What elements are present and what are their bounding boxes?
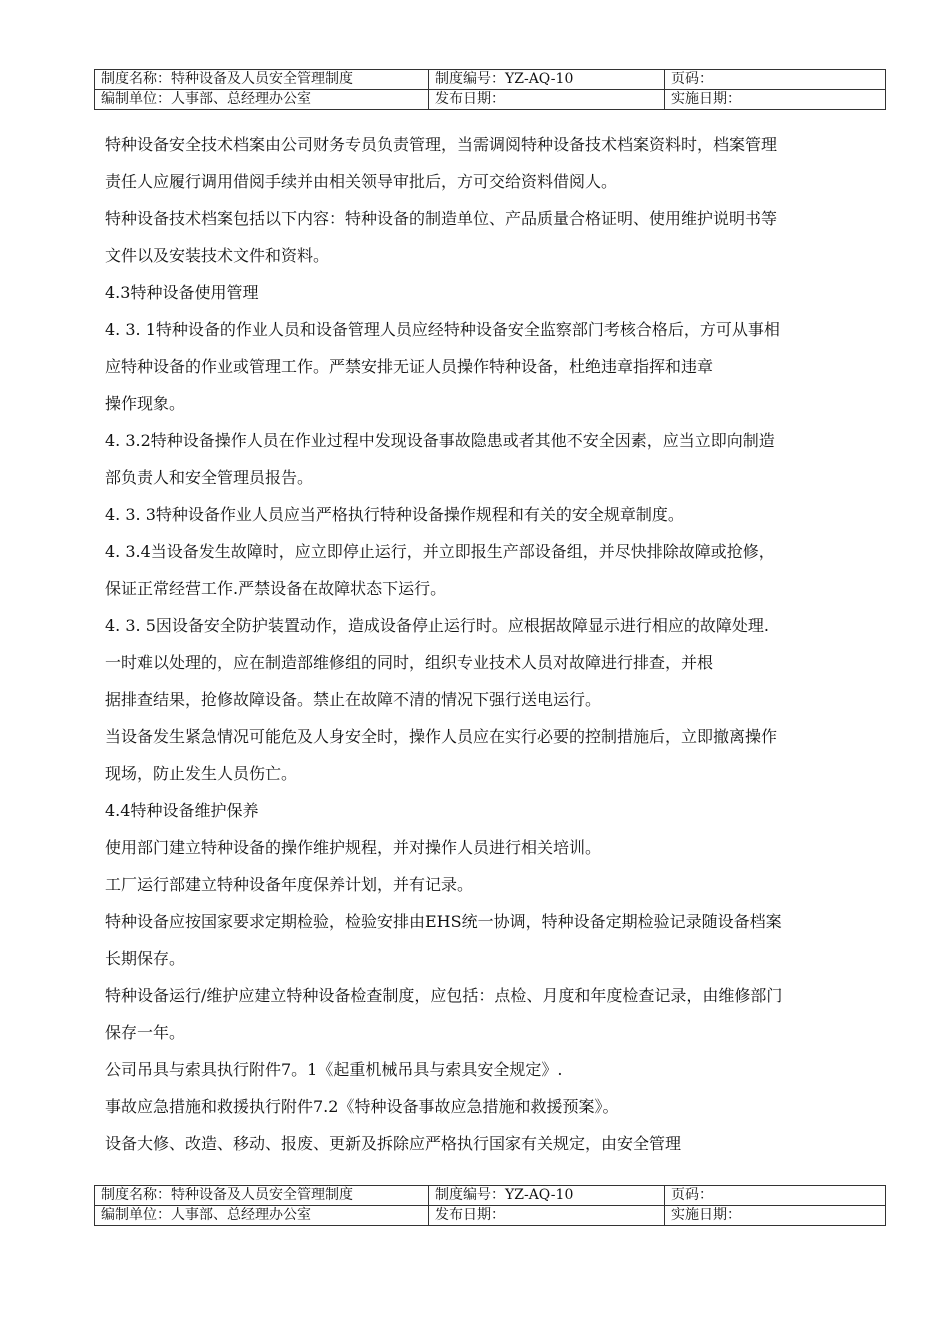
paragraph (105, 607, 885, 718)
paragraph (105, 718, 885, 792)
paragraph-line: 责任人应履行调用借阅手续并由相关领导审批后，方可交给资料借阅人。 (105, 172, 618, 191)
paragraph-line: 据排查结果，抢修故障设备。禁止在故障不清的情况下强行送电运行。 (105, 690, 602, 709)
effective-date-cell: 实施日期： (665, 90, 886, 110)
paragraph-line: 长期保存。 (105, 949, 186, 968)
publish-date-cell: 发布日期： (429, 1206, 665, 1226)
paragraph (105, 792, 885, 829)
compiling-unit-cell: 编制单位：人事部、总经理办公室 (95, 1206, 429, 1226)
paragraph (105, 200, 885, 274)
paragraph-line: 保证正常经营工作.严禁设备在故障状态下运行。 (105, 579, 447, 598)
paragraph-line: 特种设备运行/维护应建立特种设备检查制度，应包括：点检、月度和年度检查记录，由维修部门 (105, 986, 783, 1005)
paragraph-line: 使用部门建立特种设备的操作维护规程，并对操作人员进行相关培训。 (105, 838, 602, 857)
document-body (105, 126, 885, 1162)
regulation-name-cell: 制度名称：特种设备及人员安全管理制度 (95, 70, 429, 90)
paragraph-line: 部负责人和安全管理员报告。 (105, 468, 314, 487)
paragraph (105, 496, 885, 533)
paragraph-line: 当设备发生紧急情况可能危及人身安全时，操作人员应在实行必要的控制措施后，立即撤离操作 (105, 727, 778, 746)
paragraph-line: 文件以及安装技术文件和资料。 (105, 246, 330, 265)
paragraph (105, 903, 885, 977)
paragraph (105, 977, 885, 1051)
paragraph-line: 特种设备技术档案包括以下内容：特种设备的制造单位、产品质量合格证明、使用维护说明书等 (105, 209, 778, 228)
paragraph (105, 1125, 885, 1162)
paragraph-line: 4.3特种设备使用管理 (105, 283, 259, 302)
regulation-code-cell: 制度编号：YZ-AQ-10 (429, 70, 665, 90)
regulation-name-cell: 制度名称：特种设备及人员安全管理制度 (95, 1186, 429, 1206)
paragraph-line: 设备大修、改造、移动、报废、更新及拆除应严格执行国家有关规定，由安全管理 (105, 1134, 682, 1153)
effective-date-cell: 实施日期： (665, 1206, 886, 1226)
paragraph-line: 应特种设备的作业或管理工作。严禁安排无证人员操作特种设备，杜绝违章指挥和违章 (105, 357, 714, 376)
paragraph-line: 工厂运行部建立特种设备年度保养计划，并有记录。 (105, 875, 474, 894)
paragraph (105, 274, 885, 311)
paragraph-line: 4. 3.4当设备发生故障时，应立即停止运行，并立即报生产部设备组，并尽快排除故障或抢修， (105, 542, 775, 561)
paragraph-line: 现场，防止发生人员伤亡。 (105, 764, 298, 783)
paragraph (105, 829, 885, 866)
paragraph (105, 533, 885, 607)
paragraph-line: 特种设备应按国家要求定期检验，检验安排由EHS统一协调，特种设备定期检验记录随设备档案 (105, 912, 782, 931)
regulation-code-cell: 制度编号：YZ-AQ-10 (429, 1186, 665, 1206)
paragraph (105, 422, 885, 496)
paragraph-line: 事故应急措施和救援执行附件7.2《特种设备事故应急措施和救援预案》。 (105, 1097, 619, 1116)
paragraph-line: 4. 3.2特种设备操作人员在作业过程中发现设备事故隐患或者其他不安全因素，应当立即向制造 (105, 431, 775, 450)
paragraph-line: 4. 3. 5因设备安全防护装置动作，造成设备停止运行时。应根据故障显示进行相应的故障处理. (105, 616, 769, 635)
paragraph (105, 1088, 885, 1125)
paragraph-line: 4. 3. 3特种设备作业人员应当严格执行特种设备操作规程和有关的安全规章制度。 (105, 505, 684, 524)
paragraph-line: 特种设备安全技术档案由公司财务专员负责管理，当需调阅特种设备技术档案资料时，档案管理 (105, 135, 778, 154)
paragraph (105, 126, 885, 200)
document-header-table-top (94, 69, 886, 110)
paragraph-line: 4. 3. 1特种设备的作业人员和设备管理人员应经特种设备安全监察部门考核合格后，方可从事相 (105, 320, 780, 339)
paragraph-line: 保存一年。 (105, 1023, 186, 1042)
paragraph-line: 4.4特种设备维护保养 (105, 801, 259, 820)
page-number-cell: 页码： (665, 1186, 886, 1206)
paragraph (105, 311, 885, 422)
compiling-unit-cell: 编制单位：人事部、总经理办公室 (95, 90, 429, 110)
paragraph (105, 1051, 885, 1088)
paragraph-line: 公司吊具与索具执行附件7。1《起重机械吊具与索具安全规定》. (105, 1060, 563, 1079)
document-header-table-bottom (94, 1185, 886, 1226)
page-number-cell: 页码： (665, 70, 886, 90)
paragraph-line: 一时难以处理的，应在制造部维修组的同时，组织专业技术人员对故障进行排查，并根 (105, 653, 714, 672)
paragraph-line: 操作现象。 (105, 394, 186, 413)
paragraph (105, 866, 885, 903)
publish-date-cell: 发布日期： (429, 90, 665, 110)
